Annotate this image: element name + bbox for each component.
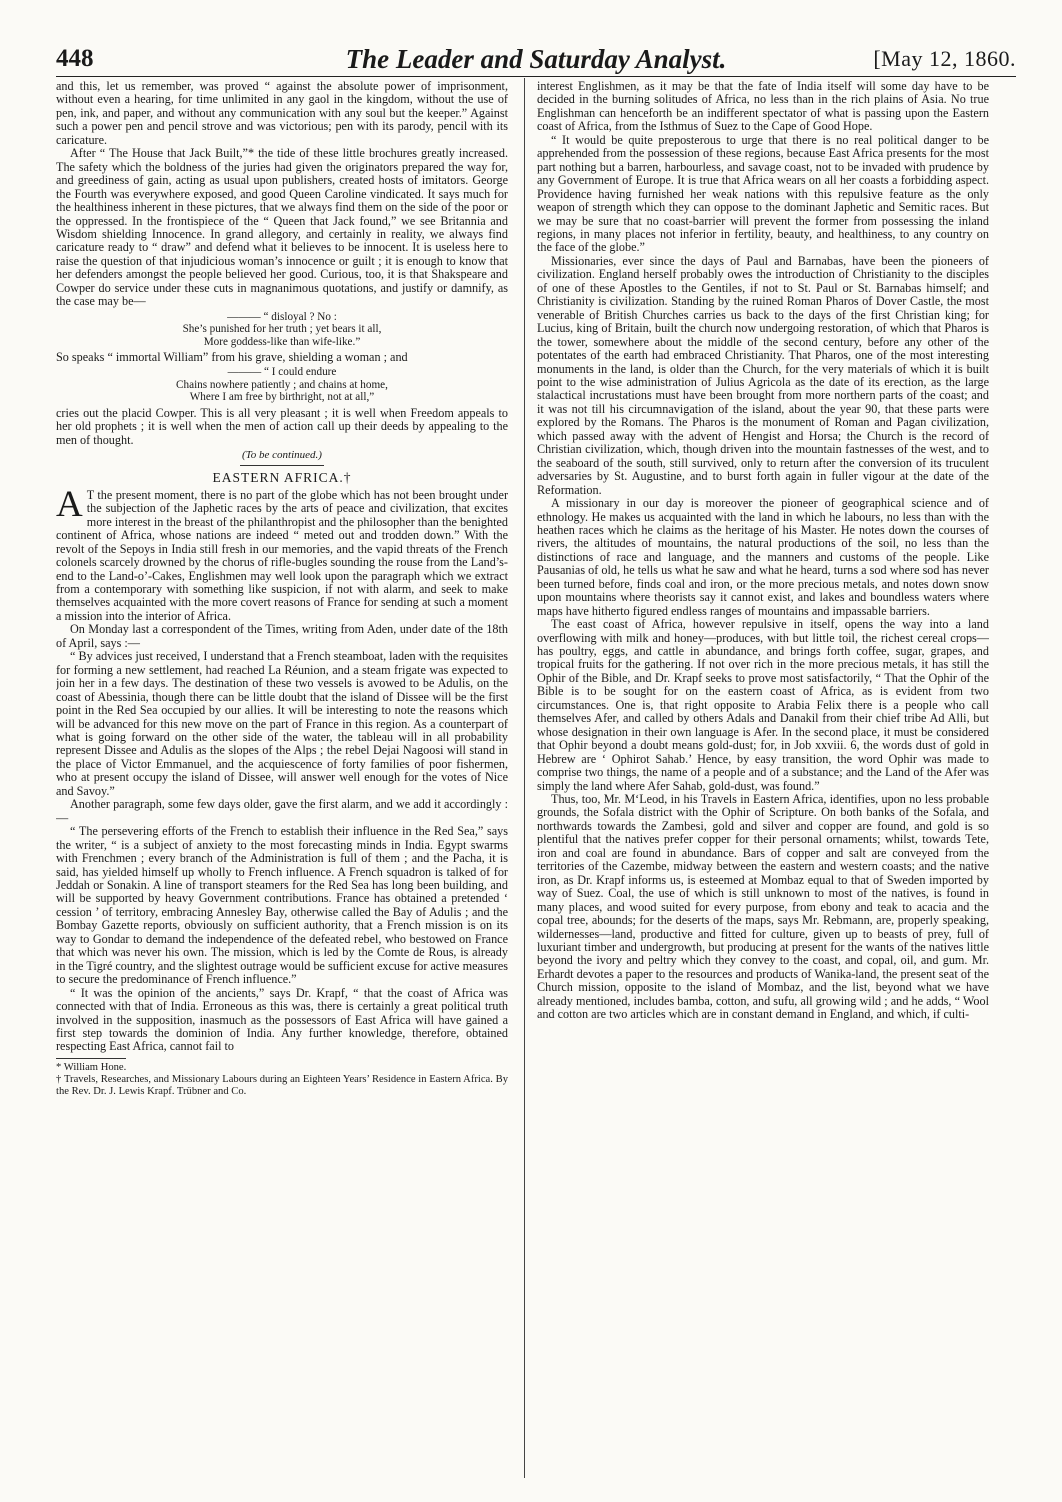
masthead [56,42,1016,76]
verse-line: More goddess-like than wife-like.” [203,335,361,348]
issue-date: [May 12, 1860. [873,46,1016,71]
paragraph: Thus, too, Mr. M‘Leod, in his Travels in Eastern Africa, identifies, upon no less probable grounds, the Sofala district with the Ophir of Scripture. On both banks of the Sofala, and northwards towards the Zambesi, gold and silver and copper are found, and gold is so plentiful that the natives prefer copper for their personal ornaments; whilst, towards Tete, iron and coal are found in abundance. Bars of copper and salt are conveyed from the territories of the Cazembe, midway between the eastern and western coasts; and the native iron, as Dr. Krapf informs us, is esteemed at Mombaz equal to that of Sweden imported by way of Suez. Coal, the use of which is still unknown to most of the natives, is found in many places, and wood suited for every purpose, from ebony and teak to acacia and the copal tree, abounds; for the deserts of the maps, says Mr. Rebmann, are, properly speaking, wildernesses—land, productive and fitted for culture, given up to beasts of prey, full of luxuriant timber and undergrowth, but producing at present for the wants of the natives little beyond the ivory and peltry which they convey to the coast, and copal, oil, and gum. Mr. Erhardt devotes a paper to the resources and products of Wanika-land, the present seat of the Church mission, opposite to the island of Mombaz, and the list, beyond what we have already mentioned, includes bamba, cotton, and sufu, all growing wild ; and he adds, “ Wool and cotton are two articles which are in constant demand in England, and which, if culti- [537,792,989,1022]
paragraph: interest Englishmen, as it may be that the fate of India itself will some day have to be decided in the burning solitudes of Africa, no less than in the rich plains of Asia. No true Englishman can henceforth be an indifferent spectator of what is passing upon the Eastern coast of Africa, from the Isthmus of Suez to the Cape of Good Hope. [537,80,989,134]
column-divider [524,78,525,1478]
paragraph: The east coast of Africa, however repulsive in itself, opens the way into a land overflowing with milk and honey—produces, with but little toil, the richest cereal crops—has poultry, eggs, and cattle in abundance, and brings forth coffee, sugar, grapes, and tropical fruits for the gathering. If not over rich in the more precious metals, it has still the Ophir of the Bible, and Dr. Krapf seeks to prove most satisfactorily, “ That the Ophir of the Bible is to be sought for on the eastern coast of Africa, as is evident from two circumstances. One is, that right opposite to Arabia Felix there is a people who call themselves Afer, and called by others Adals and Danakil from their chief tribe Ad Alli, but whose designation in their own language is Afer. In the second place, it must be considered that Ophir beyond a doubt means gold-dust; for, in Job xxviii. 6, the words dust of gold in Hebrew are ‘ Ophirot Sahab.’ Hence, by easy transition, the word Ophir was made to comprise two things, the name of a people and of a substance; and the Land of the Afer was simply the land where Afer Sahab, gold-dust, was found.” [537,617,989,793]
paragraph: After “ The House that Jack Built,”* the tide of these little brochures greatly increased. The safety which the boldness of the juries had given the originators prepared the way for, and greediness of gain, acting as usual upon publishers, created hosts of imitators. George the Fourth was everywhere exposed, and good Queen Caroline vindicated. It says much for the healthiness inherent in these pictures, that we always find them on the side of the poor or the oppressed. In the frontispiece of the “ Queen that Jack found,” we see Britannia and Wisdom shielding Innocence. In grand allegory, and certainly in reality, we always find caricature ready to “ draw” and defend what it believes to be innocent. It is useless here to raise the question of that injudicious woman’s innocence or guilt ; it is enough to know that her defenders amongst the people believed her good. Curious, too, it is that Shakspeare and Cowper do service under these cuts in magnanimous quotations, and justify or damnify, as the case may be— [56,146,508,309]
verse-quote-shakspeare [56,311,508,348]
paragraph: Another paragraph, some few days older, gave the first alarm, and we add it accordingly :— [56,797,508,825]
footnote-rule [56,1058,126,1059]
paragraph [56,483,508,624]
publication-title: The Leader and Saturday Analyst. [345,44,727,74]
paragraph: Missionaries, ever since the days of Paul and Barnabas, have been the pioneers of civilization. England herself probably owes the introduction of Christianity to the disciples of one of these Apostles to the Gentiles, if not to St. Paul or St. Barnabas himself; and Christianity is civilization. Standing by the ruined Roman Pharos of Dover Castle, the most venerable of British Churches carries us back to the days of the first Christian king; for Lucius, king of Britain, built the church now undergoing restoration, of which that Pharos is the tower, somewhere about the middle of the second century, before any other of the potentates of the earth had embraced Christianity. That Pharos, one of the most interesting monuments in the land, is older than the Church, for the very materials of which it is built point to the wise administration of Julius Agricola as the date of its erection, as the large stalactical incrustations must have been brought from more northern parts of the coast; and it was not till his circumnavigation of the island, about the year 90, that these parts were explored by the Romans. The Pharos is the monument of Roman and Pagan civilization, which passed away with the advent of Hengist and Horsa; the Church is the record of Christian civilization, which, though driven into the mountain fastnesses of the west, and to the seaboard of the south, still survived, only to return after the conversion of its truculent adversaries by St. Augustine, and to burst forth again in fuller vigour at the date of the Reformation. [537,253,989,497]
verse-line: ——— “ I could endure [227,366,337,379]
verse-quote-cowper [56,366,508,403]
paragraph: “ It was the opinion of the ancients,” says Dr. Krapf, “ that the coast of Africa was connected with that of India. Erroneous as this was, there is certainly a great political truth involved in the supposition, inasmuch as the possessors of East Africa will have gained a first step towards the dominion of India. Any further knowledge, therefore, obtained respecting East Africa, cannot fail to [56,985,508,1054]
paragraph: “ By advices just received, I understand that a French steamboat, laden with the requisites for forming a new settlement, had reached La Réunion, and a steam frigate was expected to join her in a few days. The destination of these two vessels is avowed to be Adulis, on the coast of Abessinia, though there can be little doubt that the island of Dissee will be the first point in the Red Sea occupied by our allies. It will be interesting to note the reasons which will be advanced for this new move on the part of France in this region. As a counterpart of what is going forward on the other side of the water, the tableau will in all probability represent Dissee and Adulis as the slopes of the Alps ; the rebel Dejai Nagoosi will stand in the place of Victor Emmanuel, and the acquiescence of forty families of poor fishermen, who at present occupy the island of Dissee, will answer well enough for the votes of Nice and Savoy.” [56,649,508,798]
page-number: 448 [56,45,94,72]
footnote: * William Hone. [56,1061,127,1073]
paragraph: A missionary in our day is moreover the pioneer of geographical science and of ethnology. He makes us acquainted with the land in which he labours, no less than with the heathen races which he claims as the heritage of his Master. He notes down the courses of rivers, the altitudes of mountains, the natural productions of the soil, no less than the distinctions of race and language, and the manners and customs of the people. Like Pausanias of old, he tells us what he saw and what he heard, turns a sod where sod has never been turned before, finds coal and iron, or the more precious metals, and notes down snow upon mountains where theorists say it cannot exist, and lakes and boundless waters where maps have hitherto figured endless ranges of mountains and impassable barriers. [537,496,989,618]
paragraph-text: T the present moment, there is no part of the globe which has not been brought under the subjection of the Japhetic races by the arts of peace and civilization, that excites more interest in the breast of the philanthropist and the philosopher than the benighted continent of Africa, whose nations are indeed “ meted out and trodden down.” With the revolt of the Sepoys in India still fresh in our memories, and the vapid threats of the French colonels scarcely drowned by the chorus of rifle-bugles sounding the rouse from the Land’s-end to the Land-o’-Cakes, Englishmen may well look upon the paragraph which we extract from a contemporary with something like suspicion, if not with alarm, and seek to make themselves acquainted with the more covert reasons of France for sending at such a moment a mission into the interior of Africa. [56,487,508,623]
paragraph: “ The persevering efforts of the French to establish their influence in the Red Sea,” says the writer, “ is a subject of anxiety to the most forecasting minds in India. Egypt swarms with Frenchmen ; every branch of the Administration is full of them ; and the Pacha, it is said, has yielded himself up wholly to French influence. A French squadron is talked of for Jeddah or Sonakin. A line of transport steamers for the Red Sea has long been building, and will be supported by heavy Government contributions. France has obtained a pretended ‘ cession ’ of territory, embracing Annesley Bay, otherwise called the Bay of Adulis ; and the Bombay Gazette reports, obviously on sufficient authority, that a French mission is on its way to Gondar to demand the independence of the defeated rebel, who bestowed on France that which was never his own. The mission, which is led by the Comte de Rous, is already in the Tigré country, and the slightest outrage would be sufficient excuse for active measures to secure the predominance of French influence.” [56,824,508,987]
drop-cap: A [56,483,83,525]
paragraph: On Monday last a correspondent of the Times, writing from Aden, under date of the 18th of April, says :— [56,622,508,650]
section-heading: EASTERN AFRICA.† [212,470,352,486]
paragraph: and this, let us remember, was proved “ against the absolute power of imprisonment, without even a hearing, for time unlimited in any gaol in the kingdom, without the use of pen, ink, and paper, and without any communication with any soul but the keeper.” Against such a power pen and pencil strove and was victorious; pen with its parody, pencil with its caricature. [56,80,508,147]
footnote: † Travels, Researches, and Missionary Labours during an Eighteen Years’ Residence in Eastern Africa. By the Rev. Dr. J. Lewis Krapf. Trübner and Co. [56,1073,508,1097]
paragraph: “ It would be quite preposterous to urge that there is no real political danger to be apprehended from the possession of these regions, because East Africa presents for the most part nothing but a barren, harbourless, and savage coast, not to be invaded with prudence by any Government of Europe. It is true that Africa wears on all her coasts a forbidding aspect. Providence having furnished her weak nations with this repulsive feature as the only weapon of strength which they can oppose to the dominant Japhetic and Semitic races. But we may be sure that no coast-barrier will prevent the former from possessing the inland regions, in many places not inferior in fertility, beauty, and healthiness, to any country on the face of the globe.” [537,132,989,255]
section-rule [240,465,324,466]
paragraph: cries out the placid Cowper. This is all very pleasant ; it is well when Freedom appeals to her old prophets ; it is well when the men of action call up their deeds by appealing to the men of thought. [56,405,508,447]
verse-line: ——— “ disloyal ? No : [227,310,337,323]
left-column [56,80,508,1475]
to-be-continued: (To be continued.) [242,448,322,461]
verse-line: Chains nowhere patiently ; and chains at home, [176,378,388,391]
paragraph: So speaks “ immortal William” from his grave, shielding a woman ; and [56,349,408,364]
right-column [537,80,989,1475]
verse-line: Where I am free by birthright, not at all,” [189,391,375,404]
header-rule [56,76,1016,77]
verse-line: She’s punished for her truth ; yet bears it all, [182,323,382,336]
